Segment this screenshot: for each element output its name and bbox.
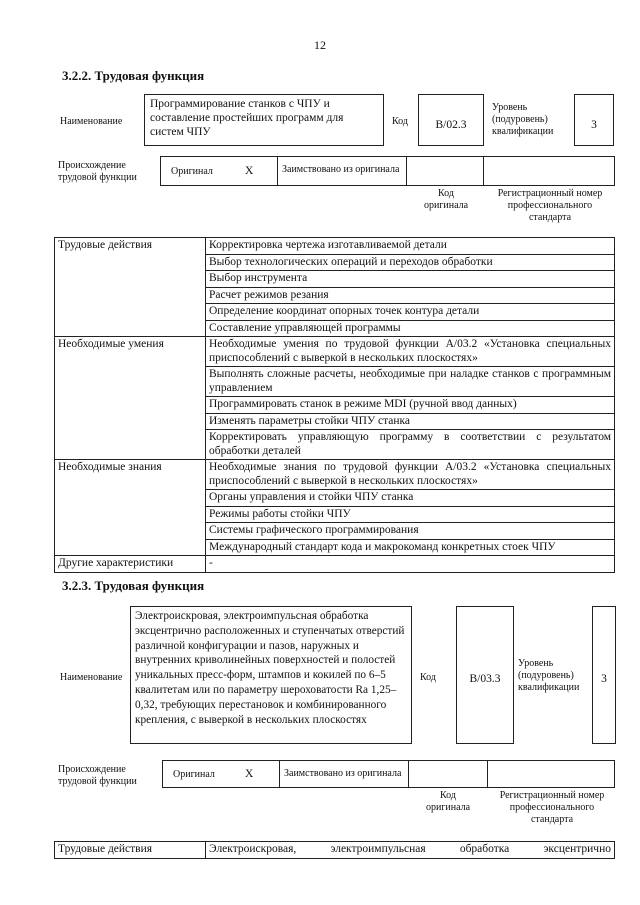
row-label: Необходимые знания xyxy=(55,460,206,556)
table-cell: Выбор инструмента xyxy=(206,271,615,288)
table-cell: Необходимые знания по трудовой функции А/03.2 «Установка специальных приспособлений с выверкой в нескольких плоскостях» xyxy=(206,460,615,490)
code-box-1 xyxy=(418,94,484,146)
code-label-2: Код xyxy=(420,672,436,683)
level-box-1 xyxy=(574,94,614,146)
row-label: Трудовые действия xyxy=(55,238,206,337)
function-name-box-1 xyxy=(144,94,384,146)
name-label-2: Наименование xyxy=(60,672,123,683)
reg-num-label-1: Регистрационный номер профессионального стандарта xyxy=(497,188,603,223)
original-label-2: Оригинал xyxy=(173,769,215,780)
section-heading-2: 3.2.3. Трудовая функция xyxy=(62,578,205,593)
table-cell: - xyxy=(206,556,615,573)
level-value-1: 3 xyxy=(591,119,597,131)
original-label-1: Оригинал xyxy=(171,166,213,177)
table-cell: Необходимые умения по трудовой функции А/03.2 «Установка специальных приспособлений с выверкой в нескольких плоскостях» xyxy=(206,337,615,367)
table-cell: Выполнять сложные расчеты, необходимые при наладке станков с программным управлением xyxy=(206,367,615,397)
table-cell: Программировать станок в режиме MDI (ручной ввод данных) xyxy=(206,397,615,414)
table-cell: Составление управляющей программы xyxy=(206,320,615,337)
row-label: Трудовые действия xyxy=(55,842,206,859)
code-value-2: B/03.3 xyxy=(469,673,501,685)
requirements-table xyxy=(54,237,615,573)
level-value-2: 3 xyxy=(601,673,607,685)
requirements-table-2 xyxy=(54,841,615,859)
table-cell: Органы управления и стойки ЧПУ станка xyxy=(206,490,615,507)
table-cell: Корректировка чертежа изготавливаемой детали xyxy=(206,238,615,255)
level-label-1: Уровень (подуровень) квалификации xyxy=(492,102,554,137)
borrowed-label-2: Заимствовано из оригинала xyxy=(284,768,402,779)
function-name-1: Программирование станков с ЧПУ и составление простейших программ для систем ЧПУ xyxy=(150,98,344,138)
reg-num-cell-2 xyxy=(487,760,615,788)
level-label-2: Уровень (подуровень) квалификации xyxy=(518,658,580,693)
table-cell: Корректировать управляющую программу в соответствии с результатом обработки деталей xyxy=(206,430,615,460)
table-cell: Определение координат опорных точек контура детали xyxy=(206,304,615,321)
page-number: 12 xyxy=(314,38,326,52)
section-heading-1: 3.2.2. Трудовая функция xyxy=(62,68,205,83)
row-label: Необходимые умения xyxy=(55,337,206,460)
table-cell: Режимы работы стойки ЧПУ xyxy=(206,506,615,523)
table-cell: Электроискровая, электроимпульсная обработка эксцентрично xyxy=(206,842,615,859)
row-label: Другие характеристики xyxy=(55,556,206,573)
level-box-2 xyxy=(592,606,616,744)
table-cell: Расчет режимов резания xyxy=(206,287,615,304)
origin-label-1: Происхождение трудовой функции xyxy=(58,160,137,183)
original-cell-1 xyxy=(160,156,278,186)
table-cell: Международный стандарт кода и макрокоманд конкретных стоек ЧПУ xyxy=(206,539,615,556)
table-cell: Системы графического программирования xyxy=(206,523,615,540)
table-row xyxy=(55,842,615,859)
orig-code-cell-1 xyxy=(406,156,484,186)
borrowed-cell-2 xyxy=(279,760,409,788)
table-row xyxy=(55,460,615,490)
table-cell: Выбор технологических операций и переходов обработки xyxy=(206,254,615,271)
reg-num-label-2: Регистрационный номер профессионального стандарта xyxy=(499,790,605,825)
code-label-1: Код xyxy=(392,116,408,127)
original-mark-2: X xyxy=(245,768,254,780)
table-row xyxy=(55,238,615,255)
table-row xyxy=(55,556,615,573)
orig-code-cell-2 xyxy=(408,760,488,788)
reg-num-cell-1 xyxy=(483,156,615,186)
orig-code-label-2: Код оригинала xyxy=(425,790,471,813)
code-value-1: B/02.3 xyxy=(435,119,467,131)
function-name-box-2 xyxy=(130,606,412,744)
orig-code-label-1: Код оригинала xyxy=(423,188,469,211)
table-row xyxy=(55,337,615,367)
name-label-1: Наименование xyxy=(60,116,123,127)
borrowed-cell-1 xyxy=(277,156,407,186)
borrowed-label-1: Заимствовано из оригинала xyxy=(282,164,400,175)
origin-label-2: Происхождение трудовой функции xyxy=(58,764,137,787)
code-box-2 xyxy=(456,606,514,744)
function-name-2: Электроискровая, электроимпульсная обработка эксцентрично расположенных и ступенчатых отверстий различной конфигурации и пазов, наружных и внутренних криволинейных поверхностей и полостей уникальных пресс-форм, штампов и кокилей по 6–5 квалитетам или по параметру шероховатости Ra 1,25–0,32, требующих перестановок и комбинированного крепления, с выверкой в нескольких плоскостях xyxy=(135,610,405,726)
original-mark-1: X xyxy=(245,165,254,177)
table-cell: Изменять параметры стойки ЧПУ станка xyxy=(206,413,615,430)
original-cell-2 xyxy=(162,760,280,788)
